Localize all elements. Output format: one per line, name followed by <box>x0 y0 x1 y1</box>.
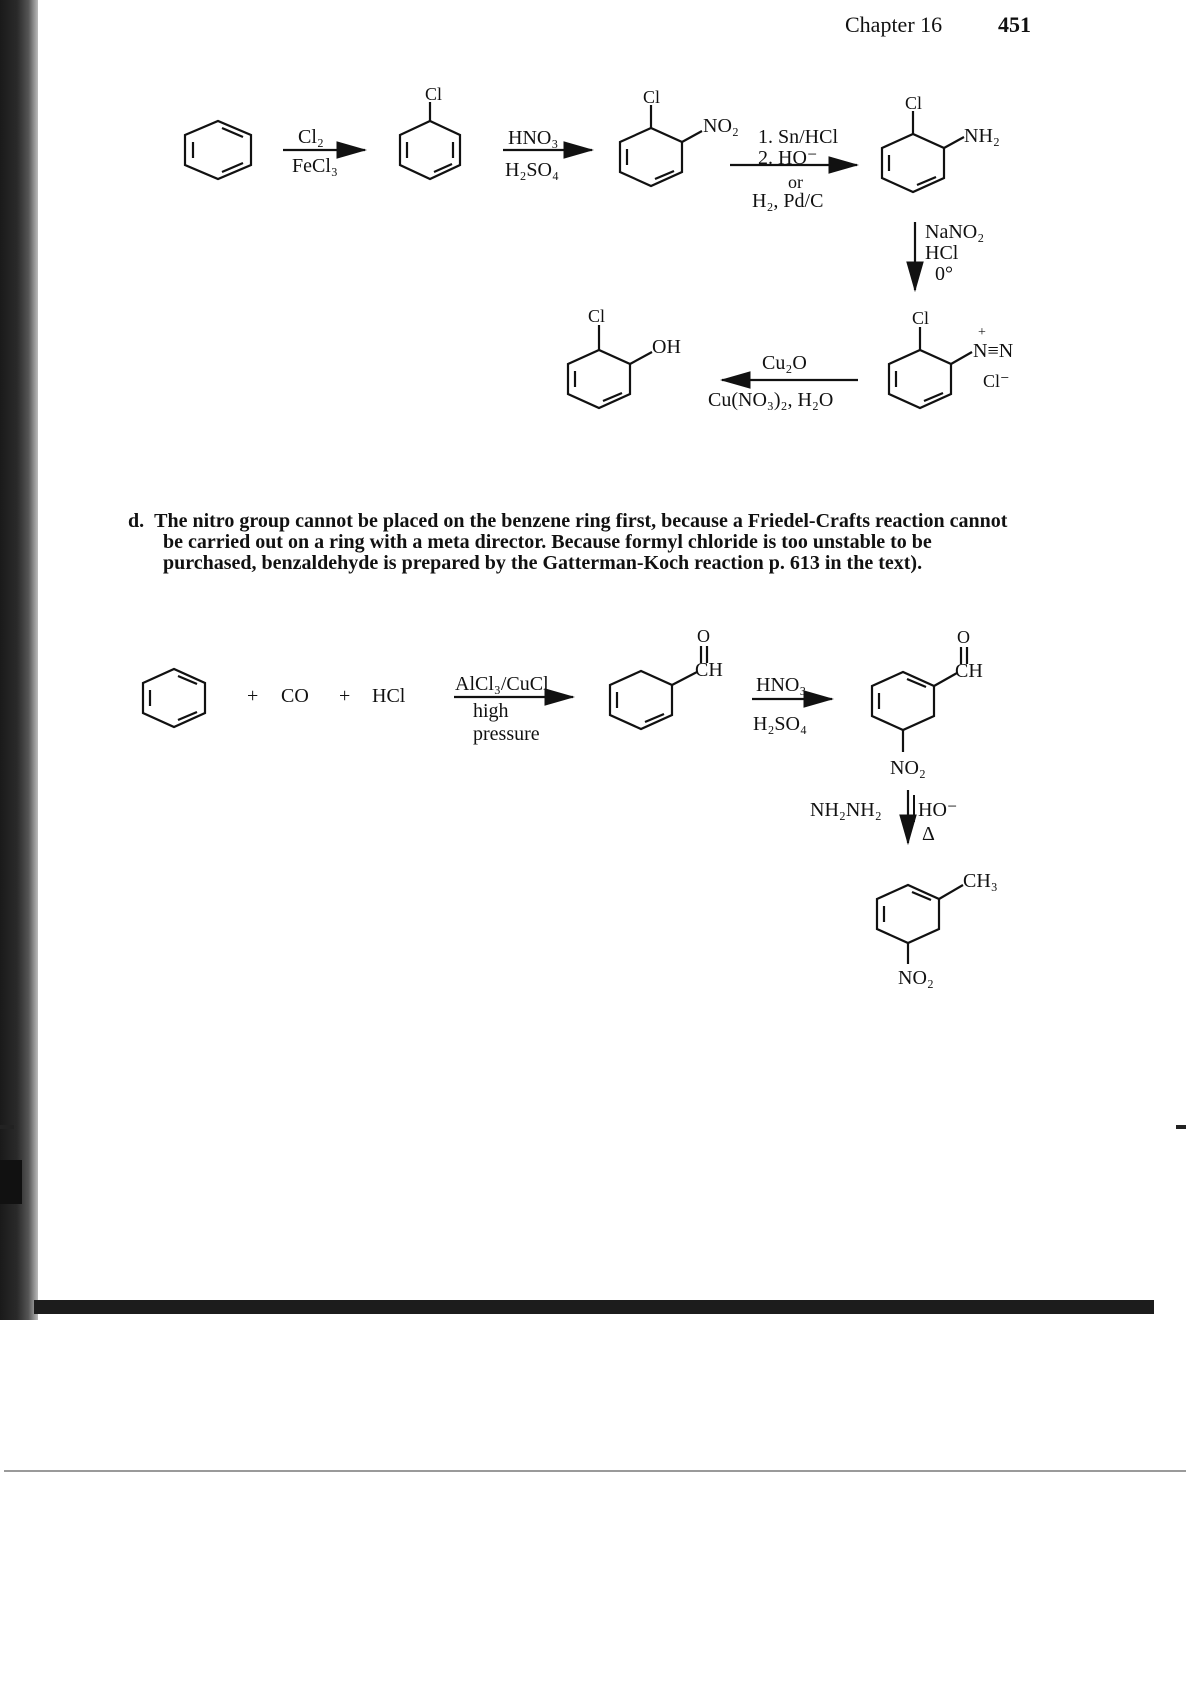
diazonium-label: N≡N <box>973 340 1014 362</box>
reagent-hydrazine: NH₂NH₂ <box>810 799 882 821</box>
plus-sign: + <box>339 685 351 707</box>
reagent-temp: 0° <box>935 263 953 285</box>
nitrobenzaldehyde-ring <box>872 647 967 752</box>
cl-label: Cl <box>643 87 661 107</box>
reagent-or: or <box>788 172 803 192</box>
reagent-h2-pdc: H₂, Pd/C <box>752 190 824 212</box>
nitrotoluene-ring <box>877 885 963 964</box>
carbonyl-o: O <box>957 627 970 647</box>
reagent-h2so4: H₂SO₄ <box>505 159 559 181</box>
hcl-label: HCl <box>372 685 406 707</box>
reagent-hno3: HNO₃ <box>756 674 807 696</box>
reagent-cu-no3: Cu(NO₃)₂, H₂O <box>708 389 834 411</box>
reagent-ho: 2. HO⁻ <box>758 147 818 169</box>
paragraph-text: The nitro group cannot be placed on the benzene ring first, because a Friedel-Crafts reaction cannot be carried out on a ring with a meta director. Because formyl chloride is too unstable to be purchased, benzaldehyde is prepared by the Gatterman-Koch reaction p. 613 in the text). <box>154 510 1008 574</box>
reagent-cl2: Cl₂ <box>298 126 324 148</box>
ch3-label: CH₃ <box>963 870 998 892</box>
reagent-hcl: HCl <box>925 242 959 264</box>
reagent-high: high <box>473 700 509 722</box>
co-label: CO <box>281 685 309 707</box>
reagent-fecl3: FeCl₃ <box>292 155 338 177</box>
cl-label: Cl <box>905 93 923 113</box>
benzaldehyde-ring <box>610 646 707 729</box>
plus-sign: + <box>247 685 259 707</box>
reagent-nano2: NaNO₂ <box>925 221 985 243</box>
nh2-label: NH₂ <box>964 125 1000 147</box>
reagent-sn-hcl: 1. Sn/HCl <box>758 126 839 148</box>
ch-label: CH <box>695 659 723 681</box>
plus-charge: + <box>978 325 986 340</box>
reagent-hydroxide: HO⁻ <box>918 799 958 821</box>
no2-label: NO₂ <box>703 115 739 137</box>
carbonyl-o: O <box>697 626 710 646</box>
no2-label: NO₂ <box>898 967 934 989</box>
chapter-heading: Chapter 16 <box>845 12 943 37</box>
cl-label: Cl <box>588 306 606 326</box>
chloride-label: Cl⁻ <box>983 371 1010 391</box>
reagent-cu2o: Cu₂O <box>762 352 807 374</box>
cl-label: Cl <box>425 84 443 104</box>
cl-label: Cl <box>912 308 930 328</box>
reagent-hno3: HNO₃ <box>508 127 559 149</box>
benzene-ring <box>143 669 205 727</box>
reagent-heat: Δ <box>922 823 935 845</box>
paragraph-label: d. <box>128 510 145 532</box>
reagent-h2so4: H₂SO₄ <box>753 713 807 735</box>
page-number: 451 <box>998 12 1031 37</box>
reagent-alcl3-cucl: AlCl₃/CuCl <box>455 673 549 695</box>
no2-label: NO₂ <box>890 757 926 779</box>
reagent-pressure: pressure <box>473 723 540 745</box>
oh-label: OH <box>652 336 681 358</box>
ch-label: CH <box>955 660 983 682</box>
